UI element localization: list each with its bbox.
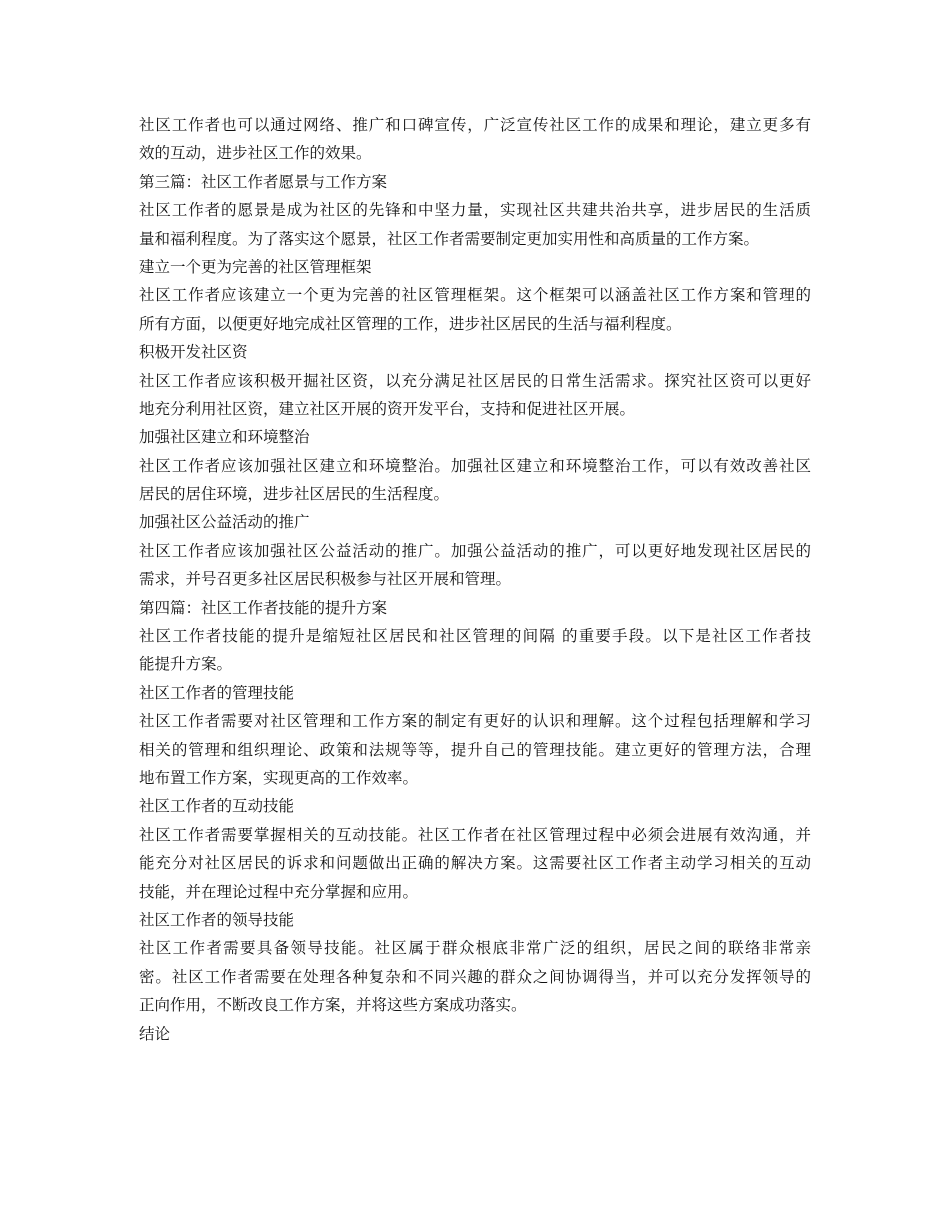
subsection-heading: 加强社区公益活动的推广 [139, 513, 310, 532]
paragraph-line: 正向作用，不断改良工作方案，并将这些方案成功落实。 [139, 996, 527, 1015]
paragraph-line: 社区工作者需要具备领导技能。社区属于群众根底非常广泛的组织，居民之间的联络非常亲 [139, 939, 811, 958]
subsection-heading: 社区工作者的互动技能 [139, 797, 295, 816]
subsection-heading: 社区工作者的领导技能 [139, 910, 295, 929]
paragraph-line: 社区工作者需要对社区管理和工作方案的制定有更好的认识和理解。这个过程包括理解和学习 [139, 712, 811, 731]
paragraph-line: 社区工作者的愿景是成为社区的先锋和中坚力量，实现社区共建共治共享，进步居民的生活质 [139, 201, 811, 220]
paragraph-line: 效的互动，进步社区工作的效果。 [139, 144, 372, 163]
paragraph-line: 需求，并号召更多社区居民积极参与社区开展和管理。 [139, 570, 512, 589]
paragraph-line: 社区工作者应该加强社区公益活动的推广。加强公益活动的推广，可以更好地发现社区居民的 [139, 541, 811, 560]
paragraph-line: 社区工作者应该加强社区建立和环境整治。加强社区建立和环境整治工作，可以有效改善社区 [139, 456, 811, 475]
paragraph-line: 社区工作者应该建立一个更为完善的社区管理框架。这个框架可以涵盖社区工作方案和管理的 [139, 286, 811, 305]
section-heading: 结论 [139, 1024, 171, 1043]
paragraph-line: 地布置工作方案，实现更高的工作效率。 [139, 768, 419, 787]
paragraph-line: 所有方面，以便更好地完成社区管理的工作，进步社区居民的生活与福利程度。 [139, 314, 682, 333]
paragraph-line: 社区工作者技能的提升是缩短社区居民和社区管理的间隔 的重要手段。以下是社区工作者技 [139, 627, 811, 646]
paragraph-line: 能提升方案。 [139, 655, 233, 674]
paragraph-line: 密。社区工作者需要在处理各种复杂和不同兴趣的群众之间协调得当，并可以充分发挥领导的 [139, 967, 811, 986]
paragraph-line: 技能，并在理论过程中充分掌握和应用。 [139, 882, 419, 901]
section-heading: 第三篇：社区工作者愿景与工作方案 [139, 172, 388, 191]
paragraph-line: 社区工作者应该积极开掘社区资，以充分满足社区居民的日常生活需求。探究社区资可以更好 [139, 371, 811, 390]
paragraph-line: 居民的居住环境，进步社区居民的生活程度。 [139, 485, 450, 504]
paragraph-line: 社区工作者也可以通过网络、推广和口碑宣传，广泛宣传社区工作的成果和理论，建立更多有 [139, 116, 811, 134]
paragraph-line: 相关的管理和组织理论、政策和法规等等，提升自己的管理技能。建立更好的管理方法，合理 [139, 740, 811, 759]
subsection-heading: 积极开发社区资 [139, 343, 248, 362]
section-heading: 第四篇：社区工作者技能的提升方案 [139, 598, 388, 617]
paragraph-line: 量和福利程度。为了落实这个愿景，社区工作者需要制定更加实用性和高质量的工作方案。 [139, 229, 760, 248]
paragraph-line: 能充分对社区居民的诉求和问题做出正确的解决方案。这需要社区工作者主动学习相关的互动 [139, 854, 811, 873]
paragraph-line: 地充分利用社区资，建立社区开展的资开发平台，支持和促进社区开展。 [139, 399, 636, 418]
subsection-heading: 社区工作者的管理技能 [139, 683, 295, 702]
subsection-heading: 加强社区建立和环境整治 [139, 428, 310, 447]
paragraph-line: 社区工作者需要掌握相关的互动技能。社区工作者在社区管理过程中必须会进展有效沟通，并 [139, 825, 811, 844]
subsection-heading: 建立一个更为完善的社区管理框架 [139, 257, 372, 276]
document-body [139, 111, 811, 1048]
